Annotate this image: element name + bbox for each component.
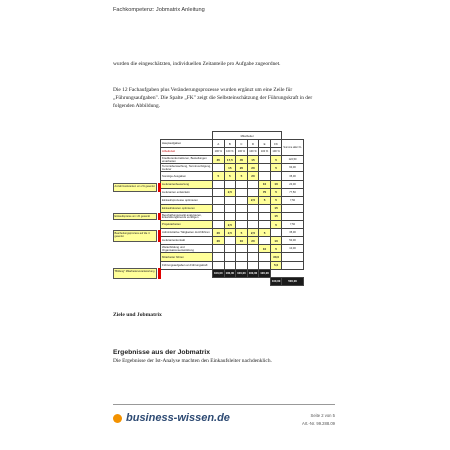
cell-d <box>247 261 259 269</box>
cell-b: 2,5 <box>224 221 236 229</box>
col-d: D <box>247 140 259 148</box>
matrix-rows <box>161 156 304 269</box>
cell-e: 5 <box>259 196 271 204</box>
cell-d <box>247 180 259 188</box>
grand-sum: 500,00 <box>282 277 303 285</box>
cell-fk: 5 <box>270 156 282 164</box>
row-sum: 50,00 <box>282 237 303 245</box>
cell-fk: 15 <box>270 212 282 220</box>
intro-paragraph-1: wurden die eingeschätzten, individuellen Zeitanteile pro Aufgabe zugeordnet. <box>113 61 281 67</box>
row-task-label: Kreditorenkorrekturen, Bestellungen einarbeiten <box>161 156 213 164</box>
grand-fk: 100,00 <box>270 277 282 285</box>
hours-b: 100 % <box>224 148 236 156</box>
row-sum: 122,50 <box>282 156 303 164</box>
matrix-row <box>161 196 304 204</box>
cell-b <box>224 253 236 261</box>
row-task-label: Mitarbeiter führen <box>161 253 213 261</box>
hours-e: 100 % <box>259 148 271 156</box>
total-d: 100,00 <box>247 269 259 277</box>
row-task-label: Einkaufskosten optimieren <box>161 204 213 212</box>
row-task-label: Administrative Tätigkeiten durchführen <box>161 229 213 237</box>
row-sum: 20,00 <box>282 180 303 188</box>
cell-e: 10 <box>259 180 271 188</box>
goal-marker-1 <box>158 183 161 192</box>
matrix-row <box>161 212 304 220</box>
cell-d: 20 <box>247 164 259 172</box>
hours-c: 100 % <box>236 148 248 156</box>
cell-a <box>213 221 225 229</box>
cell-b <box>224 261 236 269</box>
row-task-label: Lieferanten entwickeln <box>161 188 213 196</box>
goal-marker-4 <box>158 268 161 279</box>
hours-a: 100 % <box>213 148 225 156</box>
total-b: 100,00 <box>224 269 236 277</box>
cell-b: 5 <box>224 172 236 180</box>
goal-marker-3 <box>158 230 161 242</box>
cell-b: 17,5 <box>224 156 236 164</box>
cell-c <box>236 221 248 229</box>
cell-e <box>259 221 271 229</box>
cell-a <box>213 164 225 172</box>
cell-a <box>213 204 225 212</box>
col-b: B <box>224 140 236 148</box>
cell-b: 15 <box>224 164 236 172</box>
matrix-row <box>161 221 304 229</box>
cell-c <box>236 180 248 188</box>
matrix-row <box>161 164 304 172</box>
cell-e <box>259 253 271 261</box>
cell-fk: 15 <box>270 204 282 212</box>
row-task-label: Sonstige Ausgaben <box>161 172 213 180</box>
cell-d <box>247 245 259 253</box>
cell-fk: 5 <box>270 188 282 196</box>
cell-fk <box>270 172 282 180</box>
goal-box-2: Einkaufspreise um x% gesenkt <box>113 213 157 220</box>
cell-fk: 10 <box>270 180 282 188</box>
cell-a <box>213 261 225 269</box>
cell-b <box>224 245 236 253</box>
col-task: Hauptaufgaben <box>161 140 213 148</box>
cell-b <box>224 196 236 204</box>
col-e: E <box>259 140 271 148</box>
cell-d: 20 <box>247 172 259 180</box>
cell-c <box>236 196 248 204</box>
cell-fk: 5 <box>270 196 282 204</box>
cell-fk: 5 <box>270 221 282 229</box>
row-sum: 7,50 <box>282 196 303 204</box>
cell-a: 20 <box>213 229 225 237</box>
total-c: 100,00 <box>236 269 248 277</box>
row-task-label: Einkaufsprozesse optimieren <box>161 196 213 204</box>
cell-d: 20 <box>247 237 259 245</box>
cell-a: 5 <box>213 172 225 180</box>
cell-fk <box>270 229 282 237</box>
cell-d <box>247 221 259 229</box>
row-sum: 10,00 <box>282 245 303 253</box>
subheader-label: Arbeitszeit <box>161 148 213 156</box>
cell-e <box>259 164 271 172</box>
cell-a <box>213 212 225 220</box>
row-task-label: Lieferantenbewertung <box>161 180 213 188</box>
cell-d: 2,5 <box>247 229 259 237</box>
matrix-row <box>161 253 304 261</box>
section-body: Die Ergebnisse der Ist-Analyse machten den Einkaufsleiter nachdenklich. <box>113 358 272 364</box>
matrix-row <box>161 156 304 164</box>
row-task-label: Führungsaufgaben an Führungskraft <box>161 261 213 269</box>
cell-c: 20 <box>236 164 248 172</box>
cell-a: 35 <box>213 156 225 164</box>
cell-a <box>213 196 225 204</box>
cell-e: 10 <box>259 245 271 253</box>
goal-marker-2 <box>158 213 161 220</box>
business-wissen-logo <box>113 412 230 424</box>
cell-c: 5 <box>236 229 248 237</box>
cell-e <box>259 212 271 220</box>
cell-fk: 5 <box>270 245 282 253</box>
logo-dot-icon <box>113 414 122 423</box>
col-c: C <box>236 140 248 148</box>
cell-c: 45 <box>236 156 248 164</box>
cell-e <box>259 156 271 164</box>
cell-a: 20 <box>213 237 225 245</box>
section-title: Ergebnisse aus der Jobmatrix <box>113 349 211 356</box>
cell-d <box>247 188 259 196</box>
hours-d: 100 % <box>247 148 259 156</box>
goal-box-3: Bearbeitungsprozess auf die 4 gesenkt <box>113 230 157 242</box>
page-header: Fachkompetenz: Jobmatrix Anleitung <box>113 7 205 13</box>
total-e: 100,00 <box>259 269 271 277</box>
cell-c <box>236 253 248 261</box>
col-a: A <box>213 140 225 148</box>
row-task-label: Weiterbildung und Organisationsentwicklung <box>161 245 213 253</box>
cell-c: 5 <box>236 172 248 180</box>
row-sum <box>282 212 303 220</box>
cell-a <box>213 188 225 196</box>
matrix-row <box>161 229 304 237</box>
cell-a <box>213 253 225 261</box>
cell-b <box>224 204 236 212</box>
matrix-row <box>161 204 304 212</box>
cell-c <box>236 188 248 196</box>
cell-e <box>259 172 271 180</box>
logo-text: business-wissen.de <box>126 412 230 424</box>
cell-b <box>224 180 236 188</box>
cell-c <box>236 204 248 212</box>
matrix-row <box>161 188 304 196</box>
cell-d <box>247 212 259 220</box>
row-task-label: Projektarbeiten <box>161 221 213 229</box>
article-number: Art.-Nr. 99.288.09 <box>301 421 335 426</box>
row-sum <box>282 204 303 212</box>
cell-d <box>247 204 259 212</box>
matrix-row <box>161 180 304 188</box>
goal-box-4: "Bildung" Mitarbeiterverantwortung <box>113 268 157 279</box>
col-sum: Summe aller FL <box>282 140 303 156</box>
goal-box-1: Anzahl Lieferanten um x% gesenkt <box>113 183 157 192</box>
row-sum: 35,00 <box>282 229 303 237</box>
row-sum: 35,00 <box>282 172 303 180</box>
cell-fk: 5 <box>270 164 282 172</box>
cell-e <box>259 237 271 245</box>
cell-a <box>213 245 225 253</box>
cell-c: 10 <box>236 237 248 245</box>
figure-caption: Ziele und Jobmatrix <box>113 312 162 318</box>
cell-d: 15 <box>247 156 259 164</box>
cell-a <box>213 180 225 188</box>
cell-d <box>247 253 259 261</box>
hours-fk: 100 % <box>270 148 282 156</box>
cell-c <box>236 212 248 220</box>
cell-b <box>224 237 236 245</box>
cell-fk: 10 <box>270 237 282 245</box>
matrix-row <box>161 172 304 180</box>
intro-paragraph-2: Die 12 Fachaufgaben plus Veränderungsprozesse wurden ergänzt um eine Zeile für „Führungsaufgaben". Die Spalte „FK" zeigt die Selbsteinschätzung der Führungskraft in der folgenden Abbildung. <box>113 87 313 110</box>
cell-c <box>236 261 248 269</box>
page-number: Seite 2 von 5 <box>310 413 335 418</box>
cell-e <box>259 204 271 212</box>
cell-fk: 5,0 <box>270 261 282 269</box>
cell-fk: 30,0 <box>270 253 282 261</box>
cell-e <box>259 261 271 269</box>
row-sum: 7,50 <box>282 221 303 229</box>
staff-group-header: Mitarbeiter <box>213 132 282 140</box>
row-sum <box>282 253 303 261</box>
cell-b <box>224 212 236 220</box>
cell-c <box>236 245 248 253</box>
row-task-label: Lieferantenkontakt <box>161 237 213 245</box>
row-task-label: Beschaffungsmarkt analysieren, Entwicklungstrends verfolgen <box>161 212 213 220</box>
row-sum: 60,00 <box>282 164 303 172</box>
cell-b: 2,5 <box>224 229 236 237</box>
cell-b: 2,5 <box>224 188 236 196</box>
cell-e: 70 <box>259 188 271 196</box>
row-sum <box>282 261 303 269</box>
col-fk: FK <box>270 140 282 148</box>
cell-e: 5 <box>259 229 271 237</box>
footer-divider <box>113 404 335 405</box>
total-a: 100,00 <box>213 269 225 277</box>
job-matrix-table <box>160 131 304 286</box>
matrix-row <box>161 261 304 269</box>
row-sum: 77,50 <box>282 188 303 196</box>
row-task-label: Terminüberwachung, Terminverfolgung, Lieferer <box>162 164 211 171</box>
matrix-row <box>161 237 304 245</box>
matrix-row <box>161 245 304 253</box>
cell-d: 2,5 <box>247 196 259 204</box>
